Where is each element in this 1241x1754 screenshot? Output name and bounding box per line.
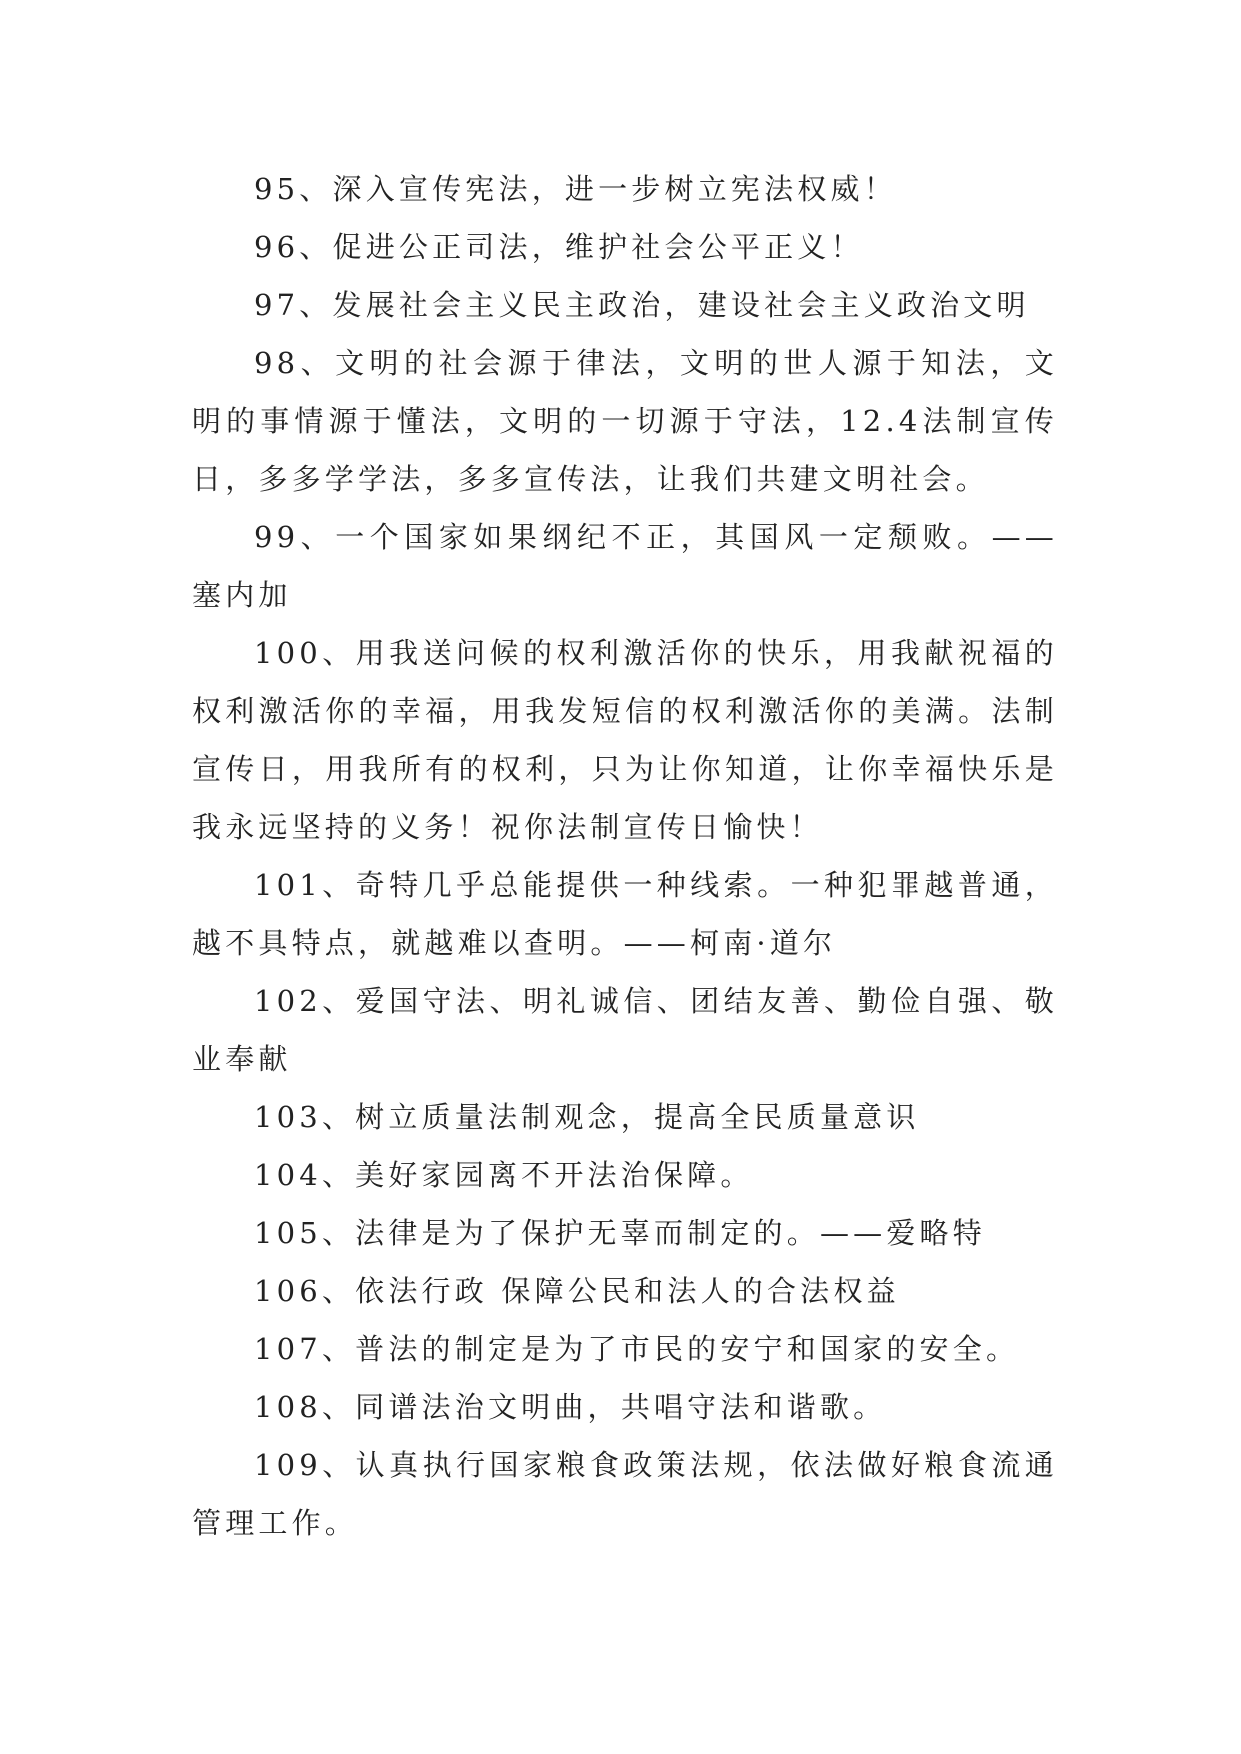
slogan-paragraph-95: 95、深入宣传宪法，进一步树立宪法权威！ xyxy=(254,172,897,206)
slogan-paragraph-109: 109、认真执行国家粮食政策法规，依法做好粮食流通管理工作。 xyxy=(192,1448,1058,1540)
slogan-paragraph-106: 106、依法行政 保障公民和法人的合法权益 xyxy=(254,1274,900,1308)
slogan-paragraph-101: 101、奇特几乎总能提供一种线索。一种犯罪越普通，越不具特点，就越难以查明。——柯南·道尔 xyxy=(192,868,1058,960)
slogan-paragraph-105: 105、法律是为了保护无辜而制定的。——爱略特 xyxy=(254,1216,986,1250)
slogan-paragraph-108: 108、同谱法治文明曲，共唱守法和谐歌。 xyxy=(254,1390,887,1424)
slogan-paragraph-96: 96、促进公正司法，维护社会公平正义！ xyxy=(254,230,864,264)
document-page xyxy=(192,160,1058,1552)
slogan-paragraph-103: 103、树立质量法制观念，提高全民质量意识 xyxy=(254,1100,920,1134)
slogan-paragraph-102: 102、爱国守法、明礼诚信、团结友善、勤俭自强、敬业奉献 xyxy=(192,984,1058,1076)
slogan-paragraph-104: 104、美好家园离不开法治保障。 xyxy=(254,1158,754,1192)
slogan-paragraph-97: 97、发展社会主义民主政治，建设社会主义政治文明 xyxy=(254,288,1030,322)
slogan-paragraph-107: 107、普法的制定是为了市民的安宁和国家的安全。 xyxy=(254,1332,1020,1366)
slogan-paragraph-98: 98、文明的社会源于律法，文明的世人源于知法，文明的事情源于懂法，文明的一切源于守法，12.4法制宣传日，多多学学法，多多宣传法，让我们共建文明社会。 xyxy=(192,346,1058,496)
slogan-paragraph-100: 100、用我送问候的权利激活你的快乐，用我献祝福的权利激活你的幸福，用我发短信的权利激活你的美满。法制宣传日，用我所有的权利，只为让你知道，让你幸福快乐是我永远坚持的义务！祝你法制宣传日愉快！ xyxy=(192,636,1058,844)
slogan-paragraph-99: 99、一个国家如果纲纪不正，其国风一定颓败。——塞内加 xyxy=(192,520,1058,612)
